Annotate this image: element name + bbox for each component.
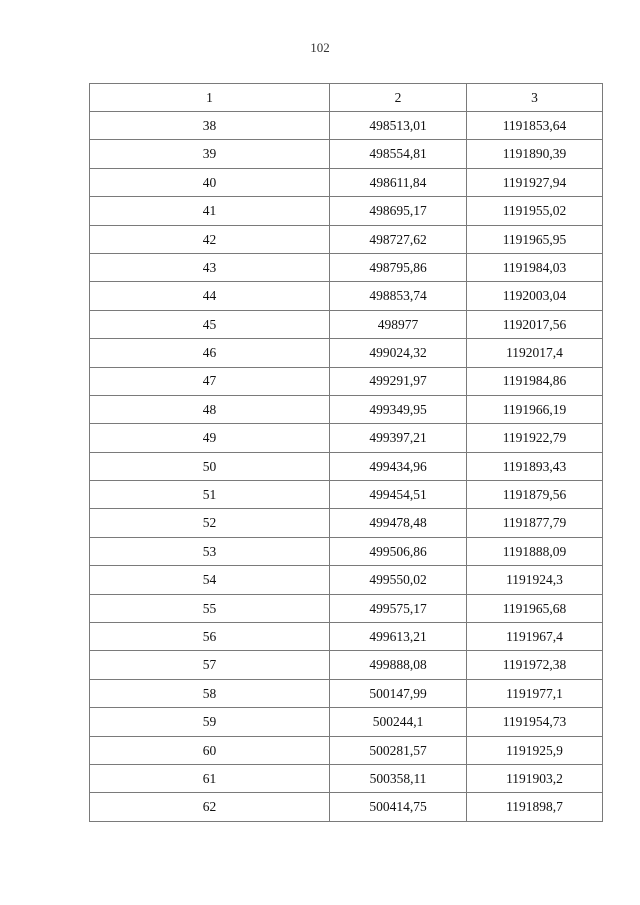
column-header: 1	[90, 84, 330, 112]
table-cell: 1191965,95	[467, 225, 603, 253]
page-number: 102	[310, 40, 330, 55]
table-cell: 1191984,86	[467, 367, 603, 395]
table-row	[90, 112, 603, 140]
table-cell: 1191977,1	[467, 679, 603, 707]
table-row	[90, 452, 603, 480]
table-cell: 499575,17	[330, 594, 467, 622]
table-cell: 1191853,64	[467, 112, 603, 140]
table-cell: 499478,48	[330, 509, 467, 537]
table-cell: 498727,62	[330, 225, 467, 253]
table-cell: 1191965,68	[467, 594, 603, 622]
table-cell: 46	[90, 339, 330, 367]
column-header: 3	[467, 84, 603, 112]
table-cell: 499024,32	[330, 339, 467, 367]
table-row	[90, 168, 603, 196]
table-cell: 56	[90, 623, 330, 651]
table-row	[90, 566, 603, 594]
table-cell: 498554,81	[330, 140, 467, 168]
table-cell: 43	[90, 253, 330, 281]
table-row	[90, 679, 603, 707]
column-header: 2	[330, 84, 467, 112]
table-cell: 49	[90, 424, 330, 452]
table-cell: 59	[90, 708, 330, 736]
table-cell: 499613,21	[330, 623, 467, 651]
table-cell: 1192017,56	[467, 310, 603, 338]
table-body	[90, 112, 603, 822]
table-cell: 1191925,9	[467, 736, 603, 764]
table-row	[90, 310, 603, 338]
table-cell: 1191877,79	[467, 509, 603, 537]
table-cell: 41	[90, 197, 330, 225]
table-row	[90, 623, 603, 651]
table-cell: 52	[90, 509, 330, 537]
table-cell: 499454,51	[330, 481, 467, 509]
table-cell: 50	[90, 452, 330, 480]
table-cell: 1192017,4	[467, 339, 603, 367]
coordinates-table	[89, 83, 603, 822]
table-cell: 1191903,2	[467, 764, 603, 792]
table-row	[90, 282, 603, 310]
table-cell: 60	[90, 736, 330, 764]
table-cell: 1191879,56	[467, 481, 603, 509]
table-row	[90, 253, 603, 281]
table-cell: 55	[90, 594, 330, 622]
table-row	[90, 736, 603, 764]
table-cell: 500244,1	[330, 708, 467, 736]
table-cell: 1191922,79	[467, 424, 603, 452]
table-cell: 53	[90, 537, 330, 565]
table-cell: 498611,84	[330, 168, 467, 196]
table-cell: 1192003,04	[467, 282, 603, 310]
table-row	[90, 651, 603, 679]
table-cell: 1191890,39	[467, 140, 603, 168]
table-cell: 1191954,73	[467, 708, 603, 736]
table-cell: 1191924,3	[467, 566, 603, 594]
table-cell: 1191955,02	[467, 197, 603, 225]
table-row	[90, 793, 603, 821]
table-cell: 498513,01	[330, 112, 467, 140]
table-cell: 500414,75	[330, 793, 467, 821]
table-row	[90, 197, 603, 225]
table-row	[90, 225, 603, 253]
coordinates-table-container	[89, 83, 602, 822]
table-cell: 498795,86	[330, 253, 467, 281]
table-row	[90, 339, 603, 367]
table-cell: 1191967,4	[467, 623, 603, 651]
table-cell: 498977	[330, 310, 467, 338]
table-cell: 499550,02	[330, 566, 467, 594]
table-cell: 499506,86	[330, 537, 467, 565]
table-cell: 1191984,03	[467, 253, 603, 281]
table-cell: 499291,97	[330, 367, 467, 395]
table-cell: 42	[90, 225, 330, 253]
table-cell: 1191966,19	[467, 395, 603, 423]
table-cell: 54	[90, 566, 330, 594]
table-row	[90, 140, 603, 168]
table-cell: 1191898,7	[467, 793, 603, 821]
table-row	[90, 764, 603, 792]
table-cell: 39	[90, 140, 330, 168]
table-cell: 57	[90, 651, 330, 679]
table-cell: 47	[90, 367, 330, 395]
table-cell: 40	[90, 168, 330, 196]
table-cell: 499397,21	[330, 424, 467, 452]
table-cell: 62	[90, 793, 330, 821]
table-cell: 499888,08	[330, 651, 467, 679]
table-cell: 1191893,43	[467, 452, 603, 480]
table-row	[90, 395, 603, 423]
table-row	[90, 481, 603, 509]
table-cell: 500358,11	[330, 764, 467, 792]
table-row	[90, 509, 603, 537]
table-cell: 48	[90, 395, 330, 423]
table-header-row	[90, 84, 603, 112]
table-cell: 500147,99	[330, 679, 467, 707]
table-cell: 51	[90, 481, 330, 509]
table-cell: 58	[90, 679, 330, 707]
table-row	[90, 594, 603, 622]
table-row	[90, 424, 603, 452]
table-cell: 1191927,94	[467, 168, 603, 196]
table-cell: 61	[90, 764, 330, 792]
table-cell: 498853,74	[330, 282, 467, 310]
table-cell: 45	[90, 310, 330, 338]
table-cell: 499349,95	[330, 395, 467, 423]
table-cell: 1191888,09	[467, 537, 603, 565]
table-cell: 498695,17	[330, 197, 467, 225]
table-cell: 44	[90, 282, 330, 310]
table-row	[90, 708, 603, 736]
table-cell: 38	[90, 112, 330, 140]
table-row	[90, 537, 603, 565]
table-cell: 1191972,38	[467, 651, 603, 679]
table-cell: 499434,96	[330, 452, 467, 480]
table-row	[90, 367, 603, 395]
table-cell: 500281,57	[330, 736, 467, 764]
